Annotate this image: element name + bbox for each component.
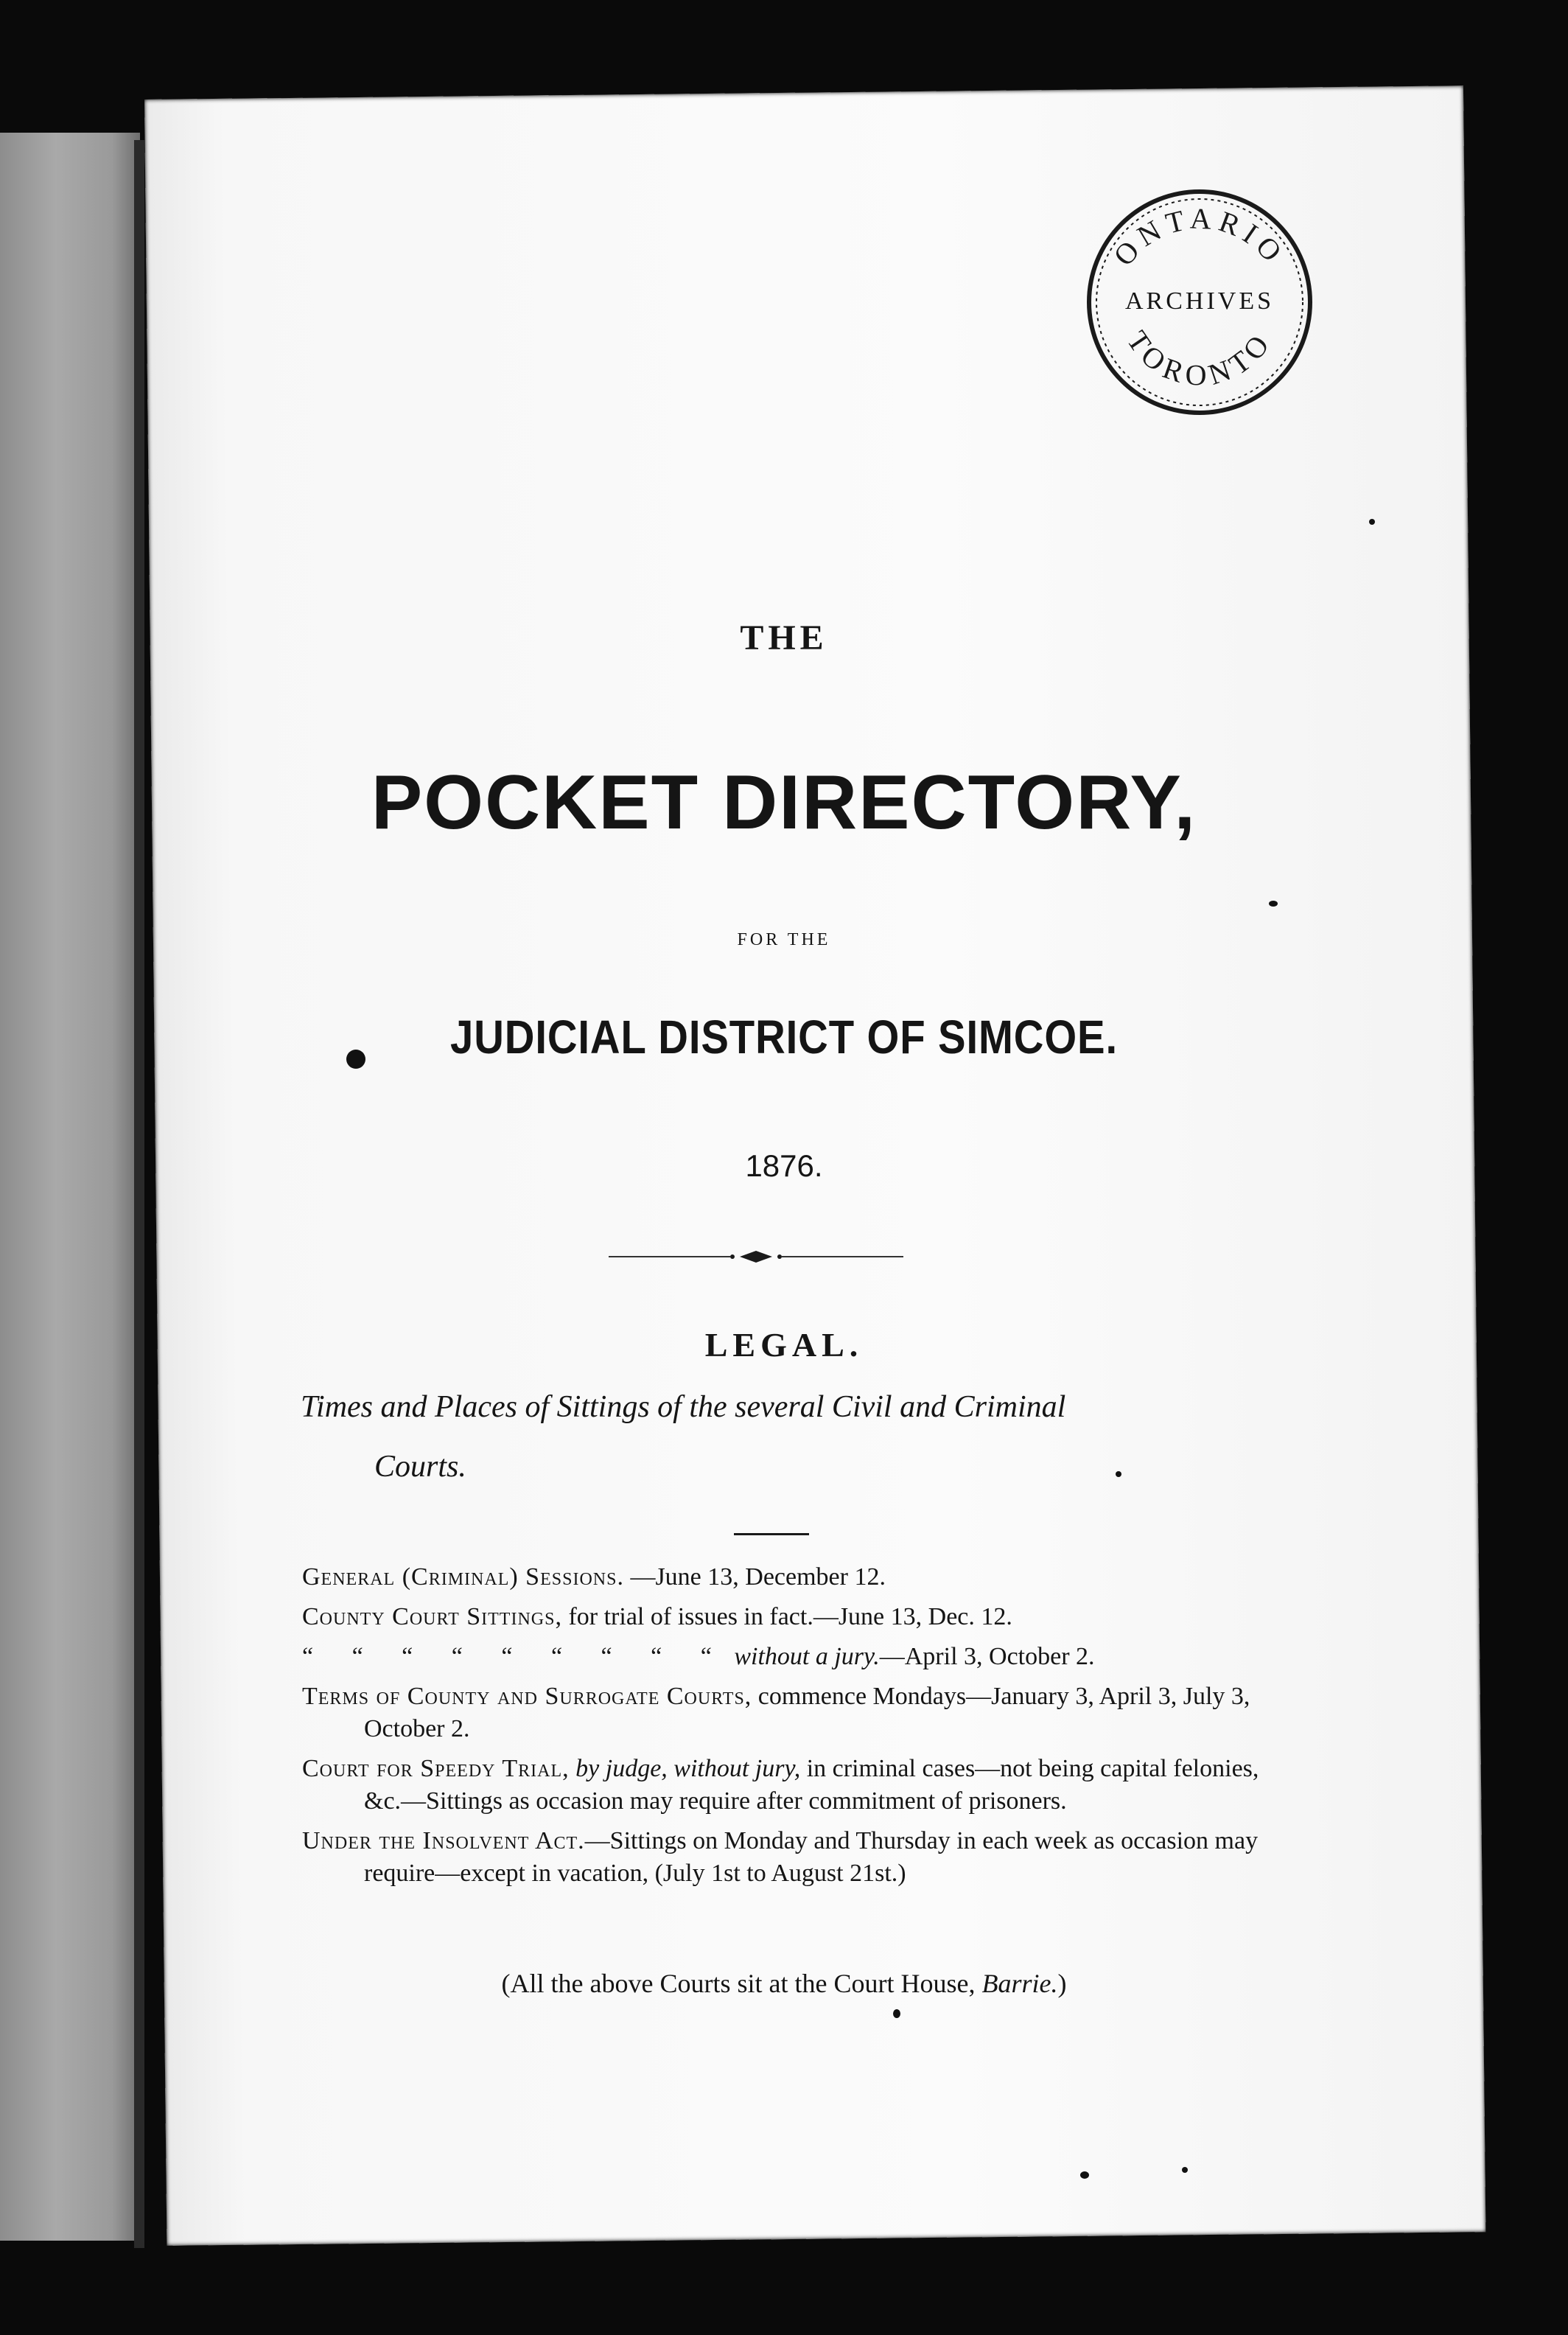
entry-italic: without a jury. <box>727 1643 880 1670</box>
list-item <box>302 1601 1260 1633</box>
archives-stamp <box>1082 184 1317 420</box>
list-item <box>302 1825 1260 1890</box>
list-item <box>302 1753 1260 1818</box>
svg-text:TORONTO <box>1121 324 1279 391</box>
entry-body: —June 13, December 12. <box>623 1563 886 1591</box>
ink-speck <box>1116 1471 1121 1477</box>
page-title: POCKET DIRECTORY, <box>371 760 1197 845</box>
entry-head: General (Criminal) Sessions. <box>302 1563 624 1591</box>
list-item <box>302 1680 1260 1745</box>
section-heading: LEGAL. <box>704 1326 864 1364</box>
entry-head: County Court Sittings, <box>302 1603 562 1630</box>
entry-head: Terms of County and Surrogate Courts, <box>302 1683 752 1710</box>
ink-speck <box>893 2009 900 2018</box>
court-sittings-list <box>302 1561 1260 1897</box>
subtitle-line-2: Courts. <box>374 1449 466 1484</box>
entry-body: for trial of issues in fact.—June 13, Dec. 12. <box>561 1603 1012 1630</box>
entry-body: in criminal cases—not being capital felonies, &c.—Sittings as occasion may require after commitment of prisoners. <box>364 1755 1259 1815</box>
stamp-top-text: ONTARIO <box>1107 201 1292 273</box>
subtitle-line-1: Times and Places of Sittings of the several Civil and Criminal <box>301 1390 1066 1424</box>
ink-speck <box>1369 519 1375 525</box>
stamp-bottom-text: TORONTO <box>1120 324 1279 392</box>
ink-speck <box>1269 901 1278 907</box>
entry-body: —Sittings on Monday and Thursday in each week as occasion may require—except in vacation, (July 1st to August 21st.) <box>364 1827 1259 1887</box>
section-rule <box>734 1533 809 1535</box>
entry-italic: by judge, without jury, <box>569 1755 801 1782</box>
entry-head: Under the Insolvent Act. <box>302 1827 585 1854</box>
ornamental-rule <box>609 1246 903 1268</box>
section-subtitle <box>301 1386 1259 1489</box>
year: 1876. <box>745 1148 823 1183</box>
ditto-marks: “ “ “ “ “ “ “ “ “ <box>302 1643 728 1670</box>
list-item <box>302 1641 1260 1673</box>
list-item <box>302 1561 1260 1594</box>
book-binding <box>0 133 140 2241</box>
district-title: JUDICIAL DISTRICT OF SIMCOE. <box>450 1011 1118 1064</box>
ink-speck <box>1080 2171 1089 2179</box>
entry-body: commence Mondays—January 3, April 3, July 3, October 2. <box>364 1683 1250 1742</box>
ink-speck <box>1182 2167 1188 2173</box>
note-close: ) <box>1057 1969 1067 1998</box>
stamp-middle-text: ARCHIVES <box>1124 287 1275 315</box>
footnote <box>0 1968 1568 1999</box>
title-for-the: FOR THE <box>737 930 831 949</box>
entry-head: Court for Speedy Trial, <box>302 1755 570 1782</box>
title-the: THE <box>740 618 828 657</box>
entry-body: —April 3, October 2. <box>879 1643 1095 1670</box>
note-place: Barrie. <box>981 1969 1058 1998</box>
note-text: (All the above Courts sit at the Court House, <box>501 1969 982 1998</box>
page-gutter <box>134 140 144 2248</box>
